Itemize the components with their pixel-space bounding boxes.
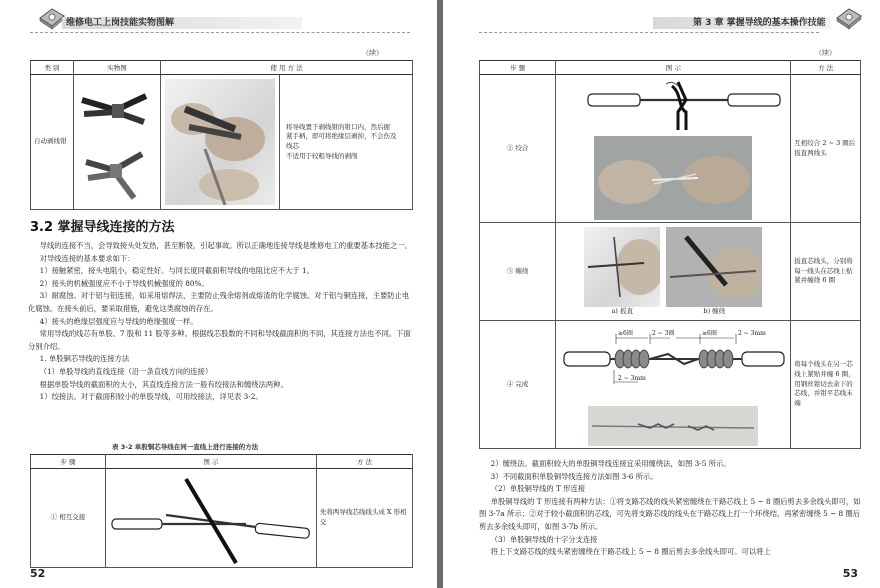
method-line-2: 紧手柄，即可将绝缘层剥掉，不会伤及 bbox=[286, 132, 397, 141]
left-body-text bbox=[28, 240, 415, 404]
winding-photo bbox=[666, 227, 762, 307]
dim-label-1: ≥6圈 bbox=[618, 329, 634, 337]
dim-label-3: ≥6圈 bbox=[702, 329, 718, 337]
col-step: 步 骤 bbox=[31, 455, 106, 469]
wire-stripper-image bbox=[76, 78, 152, 204]
step-cell: ④ 完成 bbox=[480, 321, 556, 449]
section-title: 3.2 掌握导线连接的方法 bbox=[30, 220, 175, 235]
method-cell: 将每个线头在另一芯线上紧贴并缠 6 圈，用钢丝钳切去余下的芯线，并钳平芯线末端 bbox=[791, 321, 861, 449]
col-method: 方 法 bbox=[316, 455, 412, 469]
twisted-wires-diagram bbox=[558, 78, 788, 132]
paragraph: 3）耐腐蚀。对于铝与铝连接，如采用熔焊法，主要防止残余熔剂或熔渣的化学腐蚀。对于铝与铜连接，主要防止电化腐蚀。在接头前后，要采取措施，避免这类腐蚀的存在。 bbox=[28, 291, 410, 313]
paragraph: （2）单股铜导线的 T 形连接 bbox=[490, 484, 586, 494]
paragraph: 常用导线的线芯有单股、7 股和 11 股等多种。根据线芯股数的不同和导线截面积的不同，其连接方法也不同。下面分别介绍。 bbox=[28, 329, 411, 351]
right-page-header bbox=[443, 0, 880, 38]
connection-table bbox=[30, 454, 413, 568]
figure-cell bbox=[556, 223, 791, 321]
paragraph: 2）接头的机械强度应不小于导线机械强度的 80%。 bbox=[39, 278, 209, 288]
col-figure: 图 示 bbox=[556, 61, 791, 75]
method-cell: 扳直芯线头，分别将每一线头在芯线上贴紧并缠绕 6 圈 bbox=[791, 223, 861, 321]
page-number: 53 bbox=[842, 567, 858, 580]
paragraph: 1）接触紧密，接头电阻小，稳定性好。与同长度同截面积导线的电阻比应不大于 1。 bbox=[39, 266, 314, 276]
dim-label-5: 2 ~ 3mm bbox=[618, 374, 647, 382]
x-cross-wires-diagram bbox=[106, 469, 316, 565]
figure-cell bbox=[105, 469, 316, 568]
paragraph: 1. 单股铜芯导线的连接方法 bbox=[39, 354, 130, 364]
figure-cell bbox=[556, 75, 791, 223]
step-cell: ③ 缠绕 bbox=[480, 223, 556, 321]
paragraph: 1）绞接法。对于截面积较小的单股导线，可用绞接法，详见表 3-2。 bbox=[39, 392, 263, 402]
paragraph: 单股铜导线的 T 形连接有两种方法：①将支路芯线的线头紧密缠绕在干路芯线上 5 ~ 8 圈后剪去多余线头即可，如图 3-7a 所示；②对于较小截面积的芯线，可先将支路芯线的线头在干路芯线上打一个环绕结，再紧密缠绕 5 ~ 8 圈后剪去多余线头即可，如图 3-7b 所示。 bbox=[479, 496, 861, 531]
method-cell: 先将两导线芯线线头成 X 形相交 bbox=[316, 469, 412, 568]
connection-steps-table bbox=[479, 60, 861, 449]
right-body-text bbox=[479, 458, 862, 559]
left-header-title: 维修电工上岗技能实物图解 bbox=[66, 18, 175, 28]
right-page bbox=[443, 0, 880, 588]
method-cell: 互相绞合 2 ~ 3 圈后扳直两线头 bbox=[791, 75, 861, 223]
col-photo: 实物图 bbox=[74, 61, 161, 75]
paragraph: 对导线连接的基本要求如下： bbox=[39, 253, 135, 263]
method-line-4: 不适用于较粗导线的剥削 bbox=[286, 151, 358, 160]
figure-cell bbox=[556, 321, 791, 449]
paragraph: 2）缠绕法。截面积较大的单股铜导线连接宜采用缠绕法，如图 3-5 所示。 bbox=[490, 459, 731, 468]
paragraph: 根据单股导线的截面积的大小，其直线连接方法一般有绞接法和缠绕法两种。 bbox=[39, 379, 288, 389]
table-caption: 表 3-2 单股铜芯导线在同一直线上进行连接的方法 bbox=[112, 443, 259, 451]
col-method: 方 法 bbox=[791, 61, 861, 75]
paragraph: （1）单股导线的直线连接（沿一条直线方向的连接） bbox=[39, 366, 213, 376]
paragraph: 将上下支路芯线的线头紧密缠绕在干路芯线上 5 ~ 8 圈后剪去多余线头即可。可以将上 bbox=[490, 547, 771, 557]
paragraph: 4）接头的绝缘层强度应与导线的绝缘强度一样。 bbox=[39, 316, 198, 326]
step-cell: ② 绞合 bbox=[480, 75, 556, 223]
col-category: 类 别 bbox=[31, 61, 74, 75]
straighten-photo bbox=[584, 227, 660, 307]
dim-label-2: 2 ~ 3圈 bbox=[652, 329, 675, 337]
page-number: 52 bbox=[30, 567, 46, 580]
finished-joint-photo bbox=[588, 406, 758, 446]
paragraph: 导线的连接不当，会导致接头处发热，甚至断裂，引起事故。所以正确地连接导线是维修电工的重要基本技能之一。 bbox=[39, 241, 412, 250]
twisting-photo bbox=[594, 136, 752, 220]
left-page-header bbox=[0, 0, 437, 38]
category-cell: 自动剥线钳 bbox=[31, 75, 74, 210]
stripper-table bbox=[30, 60, 413, 210]
col-method: 使 用 方 法 bbox=[161, 61, 413, 75]
book-logo-icon bbox=[835, 6, 863, 30]
method-line-3: 线芯 bbox=[286, 142, 299, 150]
continued-label: （续） bbox=[815, 49, 836, 57]
paragraph: （3）单股铜导线的十字分支连接 bbox=[490, 534, 598, 544]
continued-label: （续） bbox=[362, 49, 383, 57]
method-line-1: 将导线置于剥线钳的钳口内，然后握 bbox=[286, 122, 390, 131]
paragraph: 3）不同截面积单股铜导线连接方法如图 3-6 所示。 bbox=[490, 471, 658, 481]
method-cell bbox=[280, 75, 413, 210]
col-step: 步 骤 bbox=[480, 61, 556, 75]
sub-caption-a: a) 扳直 bbox=[611, 306, 634, 315]
finished-winding-diagram bbox=[558, 324, 788, 404]
col-figure: 图 示 bbox=[105, 455, 316, 469]
right-header-title: 第 3 章 掌握导线的基本操作技能 bbox=[693, 18, 826, 28]
step-cell: ① 相互交接 bbox=[31, 469, 106, 568]
left-page bbox=[0, 0, 437, 588]
stripping-photo bbox=[165, 79, 275, 205]
usage-photo-cell bbox=[161, 75, 280, 210]
photo-cell bbox=[74, 75, 161, 210]
sub-caption-b: b) 缠绕 bbox=[703, 306, 726, 315]
dim-label-4: 2 ~ 3mm bbox=[738, 329, 767, 337]
